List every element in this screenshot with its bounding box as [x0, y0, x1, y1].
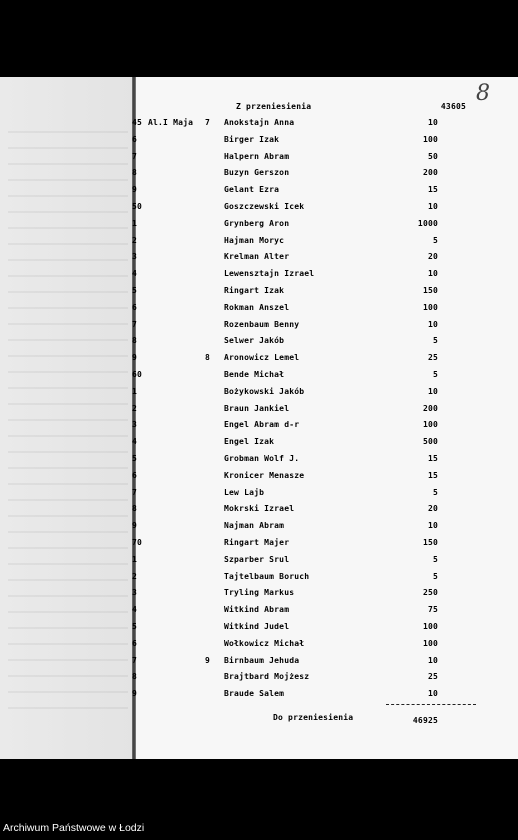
donor-name: Hajman Moryc [224, 235, 285, 245]
ledger-row [0, 236, 518, 253]
entry-number: 7 [132, 151, 138, 161]
donor-name: Bende Michał [224, 369, 285, 379]
entry-number: 1 [132, 386, 138, 396]
donor-name: Bożykowski Jakób [224, 386, 305, 396]
ledger-row [0, 437, 518, 454]
donor-name: Rokman Anszel [224, 302, 290, 312]
donation-amount: 10 [427, 269, 438, 279]
ledger-row [0, 605, 518, 622]
ledger-row [0, 454, 518, 471]
entry-month: Al.I Maja [148, 118, 194, 127]
entry-day: 7 [205, 118, 211, 127]
entry-number: 5 [132, 621, 138, 631]
entry-number: 3 [132, 252, 138, 262]
donor-name: Engel Izak [224, 437, 275, 447]
donation-amount: 100 [422, 302, 438, 312]
donor-name: Tryling Markus [224, 588, 295, 598]
entry-number: 70 [132, 537, 143, 547]
donation-amount: 150 [422, 537, 438, 547]
donation-amount: 15 [427, 453, 438, 463]
donor-name: Anokstajn Anna [224, 118, 295, 127]
donor-name: Witkind Judel [224, 621, 290, 631]
donor-name: Lew Lajb [224, 487, 265, 497]
entry-day: 8 [205, 353, 211, 363]
entry-number: 8 [132, 504, 138, 514]
donor-name: Birger Izak [224, 134, 280, 144]
ledger-row [0, 387, 518, 404]
donation-amount: 50 [427, 151, 438, 161]
ledger-row [0, 152, 518, 169]
donor-name: Ringart Izak [224, 285, 285, 295]
entry-number: 8 [132, 168, 138, 178]
ledger-row [0, 118, 518, 135]
entry-number: 9 [132, 521, 138, 531]
entry-number: 50 [132, 201, 143, 211]
ledger-row [0, 420, 518, 437]
donation-amount: 100 [422, 134, 438, 144]
donation-amount: 200 [422, 403, 438, 413]
donation-amount: 1000 [417, 218, 438, 228]
entry-number: 4 [132, 269, 138, 279]
carry-over-amount: 46925 [412, 716, 438, 725]
entry-number: 7 [132, 319, 138, 329]
donor-name: Grynberg Aron [224, 218, 290, 228]
donation-amount: 10 [427, 201, 438, 211]
donation-amount: 250 [422, 588, 438, 598]
ledger-row [0, 588, 518, 605]
ledger-row [0, 521, 518, 538]
entry-number: 6 [132, 470, 138, 480]
donor-name: Szparber Srul [224, 554, 290, 564]
entry-number: 2 [132, 403, 138, 413]
entry-number: 7 [132, 655, 138, 665]
donation-amount: 15 [427, 470, 438, 480]
carry-over-label: Do przeniesienia [273, 713, 354, 722]
donation-amount: 100 [422, 638, 438, 648]
donation-amount: 20 [427, 504, 438, 514]
donor-name: Halpern Abram [224, 151, 290, 161]
donation-amount: 5 [432, 571, 438, 581]
donation-amount: 200 [422, 168, 438, 178]
ledger-row [0, 672, 518, 689]
donation-amount: 25 [427, 672, 438, 682]
donor-name: Goszczewski Icek [224, 201, 305, 211]
entry-number: 9 [132, 185, 138, 195]
ledger-row [0, 471, 518, 488]
archive-watermark-label: Archiwum Państwowe w Łodzi [3, 822, 145, 834]
page-number: 8 [476, 81, 490, 106]
entry-number: 2 [132, 235, 138, 245]
donor-name: Kronicer Menasze [224, 470, 305, 480]
donation-amount: 20 [427, 252, 438, 262]
ledger-row [0, 538, 518, 555]
carried-forward-label: Z przeniesienia [236, 102, 312, 111]
ledger-row [0, 504, 518, 521]
donation-amount: 500 [422, 437, 438, 447]
donor-name: Birnbaum Jehuda [224, 655, 300, 665]
donor-name: Aronowicz Lemel [224, 353, 300, 363]
entry-number: 6 [132, 638, 138, 648]
ledger-row [0, 555, 518, 572]
donation-amount: 15 [427, 185, 438, 195]
donor-name: Witkind Abram [224, 605, 290, 615]
carried-forward-amount: 43605 [440, 102, 466, 111]
donation-amount: 10 [427, 118, 438, 127]
entry-number: 3 [132, 588, 138, 598]
entry-number: 6 [132, 302, 138, 312]
entry-number: 1 [132, 554, 138, 564]
entry-number: 4 [132, 605, 138, 615]
entry-number: 60 [132, 369, 143, 379]
entry-number: 3 [132, 420, 138, 430]
entry-number: 4 [132, 437, 138, 447]
donor-name: Wołkowicz Michał [224, 638, 305, 648]
entry-number: 2 [132, 571, 138, 581]
entry-number: 7 [132, 487, 138, 497]
donor-name: Ringart Majer [224, 537, 290, 547]
ledger-row [0, 404, 518, 421]
entry-number: 8 [132, 672, 138, 682]
ledger-row [0, 639, 518, 656]
donation-amount: 100 [422, 420, 438, 430]
ledger-row [0, 353, 518, 370]
ledger-row [0, 622, 518, 639]
donation-amount: 10 [427, 521, 438, 531]
donation-amount: 5 [432, 487, 438, 497]
ledger-row [0, 202, 518, 219]
donor-name: Mokrski Izrael [224, 504, 295, 514]
donation-amount: 10 [427, 655, 438, 665]
ledger-row [0, 269, 518, 286]
entry-number: 9 [132, 353, 138, 363]
ledger-row [0, 488, 518, 505]
donation-amount: 5 [432, 369, 438, 379]
ledger-row [0, 303, 518, 320]
donor-name: Selwer Jakób [224, 336, 285, 346]
donor-name: Grobman Wolf J. [224, 453, 300, 463]
donation-amount: 5 [432, 554, 438, 564]
donor-name: Krelman Alter [224, 252, 290, 262]
entry-number: 1 [132, 218, 138, 228]
donation-amount: 5 [432, 336, 438, 346]
donation-amount: 10 [427, 319, 438, 329]
donation-amount: 5 [432, 235, 438, 245]
donor-name: Rozenbaum Benny [224, 319, 300, 329]
donor-name: Najman Abram [224, 521, 285, 531]
ledger-row [0, 135, 518, 152]
ledger-row [0, 336, 518, 353]
donor-name: Braun Jankiel [224, 403, 290, 413]
donor-name: Lewensztajn Izrael [224, 269, 315, 279]
donation-amount: 75 [427, 605, 438, 615]
ledger-row [0, 286, 518, 303]
donor-name: Gelant Ezra [224, 185, 280, 195]
donation-amount: 10 [427, 689, 438, 699]
donation-amount: 25 [427, 353, 438, 363]
donor-name: Tajtelbaum Boruch [224, 571, 310, 581]
ledger-row [0, 656, 518, 673]
donor-name: Engel Abram d-r [224, 420, 300, 430]
donor-name: Brajtbard Mojżesz [224, 672, 310, 682]
entry-day: 9 [205, 655, 211, 665]
donation-amount: 100 [422, 621, 438, 631]
ledger-row [0, 219, 518, 236]
ledger-row [0, 185, 518, 202]
entry-number: 8 [132, 336, 138, 346]
entry-number: 5 [132, 453, 138, 463]
entry-number: 45 [132, 118, 143, 127]
entry-number: 9 [132, 689, 138, 699]
ledger-rows [0, 118, 518, 706]
donor-name: Braude Salem [224, 689, 285, 699]
ledger-row [0, 168, 518, 185]
sum-rule-line [386, 704, 476, 705]
donation-amount: 10 [427, 386, 438, 396]
entry-number: 6 [132, 134, 138, 144]
ledger-row [0, 370, 518, 387]
donor-name: Buzyn Gerszon [224, 168, 290, 178]
ledger-row [0, 572, 518, 589]
entry-number: 5 [132, 285, 138, 295]
donation-amount: 150 [422, 285, 438, 295]
ledger-row [0, 252, 518, 269]
ledger-row [0, 320, 518, 337]
